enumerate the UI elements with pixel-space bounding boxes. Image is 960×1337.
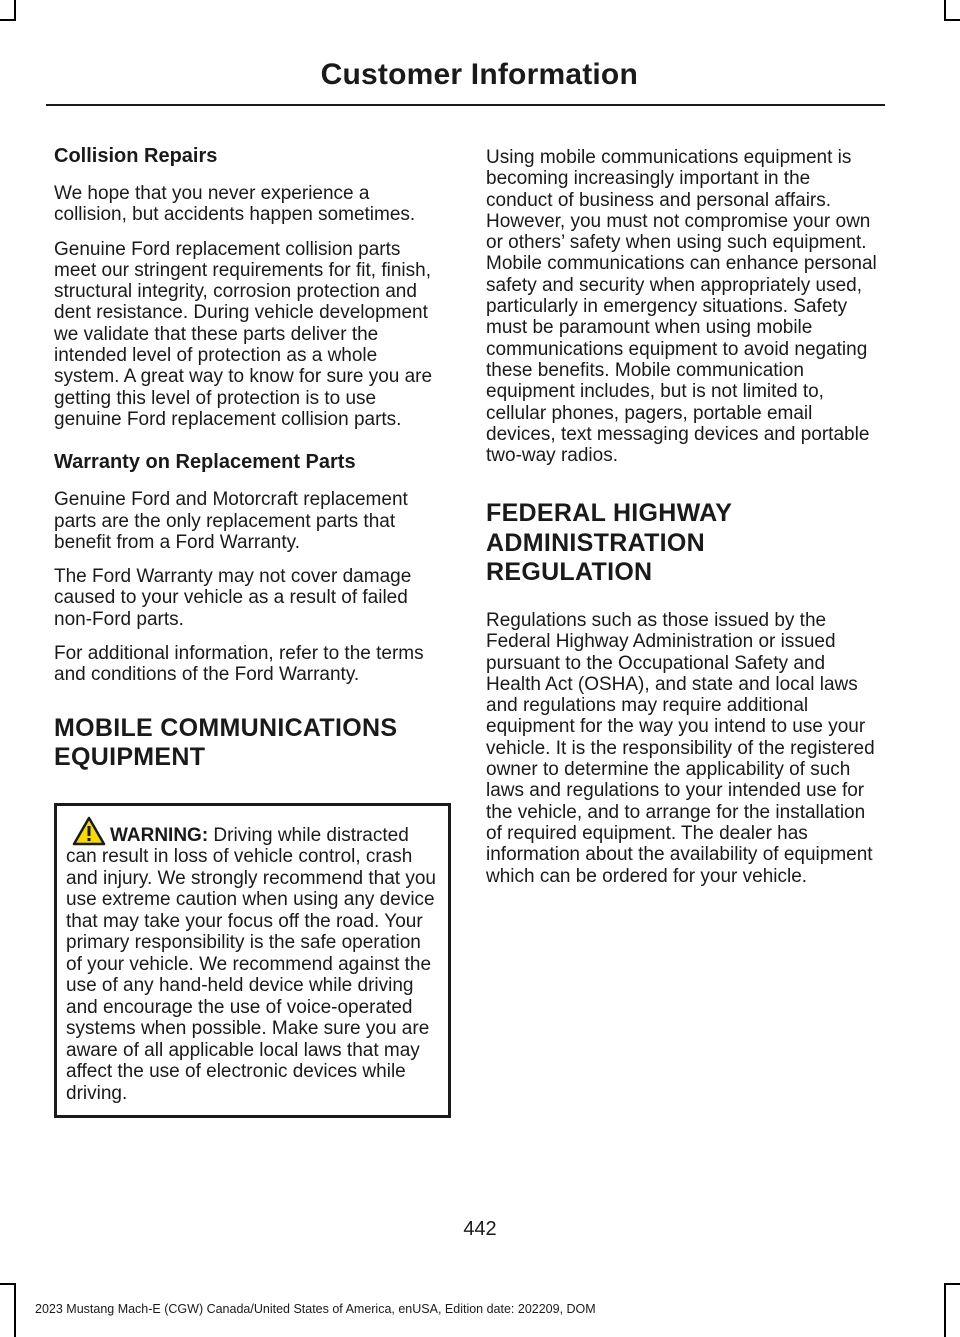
fhwa-heading-line-1: FEDERAL HIGHWAY [486, 499, 733, 528]
mobile-communications-paragraph: Using mobile communications equipment is becoming increasingly important in the conduct of business and personal affairs. However, you must not compromise your own or others’ safety when using such equipment. Mobile communications can enhance personal safety and security when appropriately used, particularly in emergency situations. Safety must be paramount when using mobile communications equipment to avoid negating these benefits. Mobile communication equipment includes, but is not limited to, cellular phones, pagers, portable email devices, text messaging devices and portable two-way radios. [486, 147, 877, 467]
header-divider [46, 104, 885, 106]
crop-mark [14, 0, 16, 20]
warranty-heading: Warranty on Replacement Parts [54, 451, 356, 474]
mobile-heading-line-2: EQUIPMENT [54, 743, 206, 772]
left-column [54, 143, 447, 1118]
edition-footer: 2023 Mustang Mach-E (CGW) Canada/United States of America, enUSA, Edition date: 202209, DOM [35, 1302, 596, 1316]
collision-repairs-heading: Collision Repairs [54, 145, 218, 167]
crop-mark [0, 19, 16, 21]
crop-mark [944, 1283, 960, 1285]
crop-mark [14, 1283, 16, 1337]
warranty-paragraph-3: For additional information, refer to the terms and conditions of the Ford Warranty. [54, 643, 424, 686]
page-number: 442 [463, 1218, 497, 1240]
mobile-heading-line-1: MOBILE COMMUNICATIONS [54, 713, 398, 742]
warning-triangle-icon [72, 816, 106, 846]
warning-text: Driving while distracted can result in loss of vehicle control, crash and injury. We strongly recommend that you use extreme caution when using any device that may take your focus off the road. Your primary responsibility is the safe operation of your vehicle. We recommend against the use of any hand-held device while driving and encourage the use of voice-operated systems when possible. Make sure you are aware of all applicable local laws that may affect the use of electronic devices while driving. [66, 824, 436, 1104]
right-column [486, 147, 880, 900]
warranty-paragraph-1: Genuine Ford and Motorcraft replacement parts are the only replacement parts that benefit from a Ford Warranty. [54, 489, 408, 553]
fhwa-heading [486, 499, 880, 588]
crop-mark [944, 19, 960, 21]
collision-paragraph-1: We hope that you never experience a collision, but accidents happen sometimes. [54, 183, 416, 226]
warning-paragraph [66, 816, 440, 1105]
warranty-paragraph-2: The Ford Warranty may not cover damage caused to your vehicle as a result of failed non-Ford parts. [54, 566, 412, 630]
mobile-communications-heading [54, 714, 447, 773]
fhwa-paragraph: Regulations such as those issued by the Federal Highway Administration or issued pursuant to the Occupational Safety and Health Act (OSHA), and state and local laws and regulations may require additional equipment for the way you intend to use your vehicle. It is the responsibility of the registered owner to determine the applicability of such laws and regulations to your intended use for the vehicle, and to arrange for the installation of required equipment. The dealer has information about the availability of equipment which can be ordered for your vehicle. [486, 609, 875, 887]
crop-mark [944, 1283, 946, 1337]
warning-label: WARNING: [110, 824, 209, 846]
crop-mark [944, 0, 946, 20]
collision-paragraph-2: Genuine Ford replacement collision parts meet our stringent requirements for fit, finish, structural integrity, corrosion protection and dent resistance. During vehicle development we validate that these parts deliver the intended level of protection as a whole system. A great way to know for sure you are getting this level of protection is to use genuine Ford replacement collision parts. [54, 238, 433, 430]
fhwa-heading-line-2: ADMINISTRATION [486, 528, 705, 557]
crop-mark [0, 1283, 16, 1285]
warning-box [54, 803, 451, 1119]
fhwa-heading-line-3: REGULATION [486, 558, 653, 587]
page-title: Customer Information [320, 58, 638, 91]
